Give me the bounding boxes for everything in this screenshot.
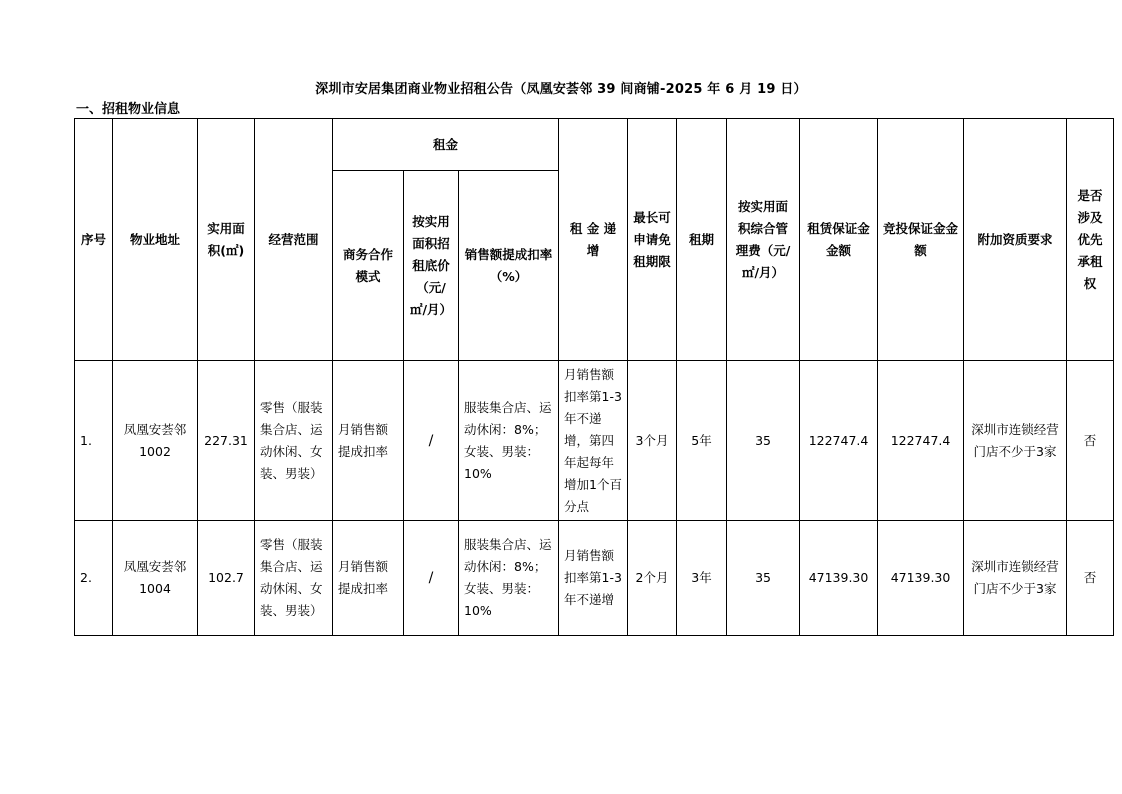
cell-area: 227.31 [198,361,255,521]
cell-commission-rate: 服装集合店、运动休闲：8%；女装、男装：10% [459,361,559,521]
cell-lease-deposit: 122747.4 [800,361,878,521]
header-lease-term: 租期 [677,119,727,361]
cell-free-rent: 3个月 [628,361,677,521]
header-rent-group: 租金 [333,119,559,171]
header-bid-deposit: 竞投保证金金额 [878,119,964,361]
cell-address: 凤凰安荟邻1002 [113,361,198,521]
header-address: 物业地址 [113,119,198,361]
header-commission-rate: 销售额提成扣率（%） [459,171,559,361]
cell-scope: 零售（服装集合店、运动休闲、女装、男装） [255,521,333,636]
cell-seq: 1. [75,361,113,521]
cell-mgmt-fee: 35 [727,361,800,521]
cell-mgmt-fee: 35 [727,521,800,636]
cell-lease-term: 5年 [677,361,727,521]
header-seq: 序号 [75,119,113,361]
cell-lease-deposit: 47139.30 [800,521,878,636]
cell-base-price: / [404,361,459,521]
cell-commission-rate: 服装集合店、运动休闲：8%；女装、男装：10% [459,521,559,636]
cell-address: 凤凰安荟邻1004 [113,521,198,636]
cell-bid-deposit: 47139.30 [878,521,964,636]
cell-extra-req: 深圳市连锁经营门店不少于3家 [964,361,1067,521]
cell-scope: 零售（服装集合店、运动休闲、女装、男装） [255,361,333,521]
cell-coop-mode: 月销售额提成扣率 [333,361,404,521]
document-title: 深圳市安居集团商业物业招租公告（凤凰安荟邻 39 间商铺-2025 年 6 月 19 日） [315,82,807,97]
cell-area: 102.7 [198,521,255,636]
table-row [75,361,1114,521]
cell-priority: 否 [1067,521,1114,636]
cell-seq: 2. [75,521,113,636]
cell-free-rent: 2个月 [628,521,677,636]
header-row-top [75,119,1114,171]
header-coop-mode: 商务合作模式 [333,171,404,361]
cell-priority: 否 [1067,361,1114,521]
header-area: 实用面积(㎡) [198,119,255,361]
cell-rent-increase: 月销售额扣率第1-3年不递增 [559,521,628,636]
header-extra-req: 附加资质要求 [964,119,1067,361]
header-mgmt-fee: 按实用面积综合管理费（元/㎡/月） [727,119,800,361]
header-lease-deposit: 租赁保证金金额 [800,119,878,361]
cell-extra-req: 深圳市连锁经营门店不少于3家 [964,521,1067,636]
section-heading: 一、招租物业信息 [76,102,181,117]
header-priority: 是否涉及优先承租权 [1067,119,1114,361]
header-free-rent: 最长可申请免租期限 [628,119,677,361]
header-rent-increase: 租 金 递 增 [559,119,628,361]
cell-coop-mode: 月销售额提成扣率 [333,521,404,636]
cell-rent-increase: 月销售额扣率第1-3年不递增，第四年起每年增加1个百分点 [559,361,628,521]
cell-base-price: / [404,521,459,636]
header-base-price: 按实用面积招租底价（元/㎡/月） [404,171,459,361]
table-row [75,521,1114,636]
cell-bid-deposit: 122747.4 [878,361,964,521]
rental-properties-table [74,118,1114,636]
header-scope: 经营范围 [255,119,333,361]
cell-lease-term: 3年 [677,521,727,636]
